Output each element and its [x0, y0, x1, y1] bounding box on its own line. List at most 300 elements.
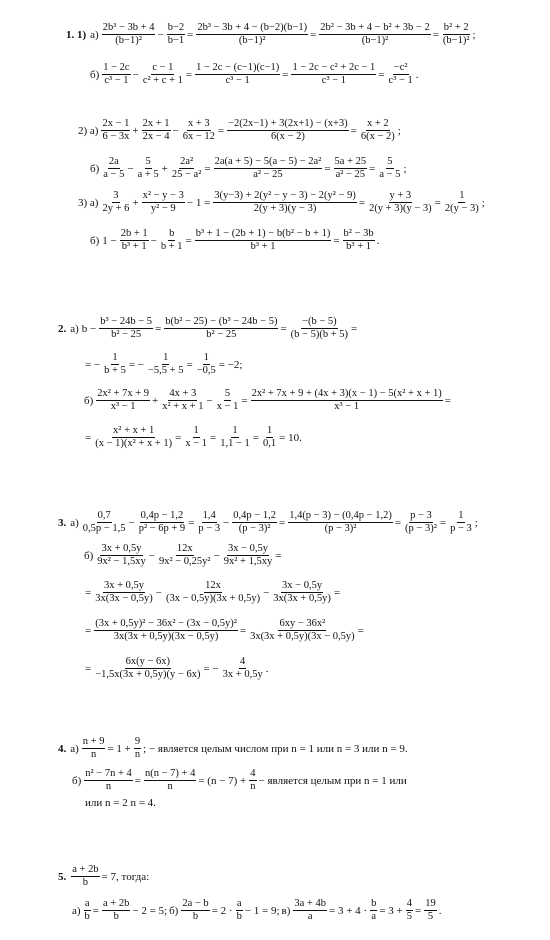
denominator: a² − 25	[335, 169, 366, 180]
fraction	[101, 190, 130, 215]
numerator: 1	[203, 352, 209, 363]
numerator: 0,4p − 1,2	[140, 510, 184, 521]
numerator: 12x	[205, 580, 221, 591]
fraction	[262, 425, 277, 450]
operator: =	[358, 196, 366, 209]
operator: =	[85, 586, 92, 599]
numerator: 1	[266, 425, 273, 436]
fraction	[102, 898, 130, 923]
numerator: n(n − 7) + 4	[144, 768, 196, 779]
numerator: (3x + 0,5y)² − 36x² − (3x − 0,5y)²	[95, 618, 237, 629]
operator: =	[188, 516, 195, 529]
denominator: b	[192, 911, 199, 922]
fraction	[406, 898, 413, 923]
operator: =	[434, 196, 441, 209]
operator: =	[357, 624, 364, 637]
fraction	[134, 736, 141, 761]
denominator: 2y + 6	[102, 203, 130, 214]
denominator: p² − 6p + 9	[138, 523, 186, 534]
numerator: 4	[240, 656, 246, 667]
math-line	[90, 62, 421, 87]
denominator: (3x − 0,5y)(3x + 0,5y)	[165, 593, 261, 604]
fraction	[424, 898, 437, 923]
denominator: c³ − 1	[388, 75, 413, 86]
fraction	[370, 898, 377, 923]
operator: =	[185, 68, 193, 81]
fraction	[164, 316, 278, 341]
operator: .	[376, 234, 380, 247]
numerator: 1	[112, 352, 118, 363]
problem-number: 2.	[58, 322, 67, 335]
denominator: c³ − 1	[321, 75, 347, 86]
operator: −	[127, 162, 134, 175]
denominator: n	[167, 781, 173, 792]
fraction	[94, 618, 238, 643]
fraction	[142, 190, 185, 215]
fraction	[249, 768, 256, 793]
numerator: b² + 2	[443, 22, 469, 33]
numerator: 2b² − 3b + 4 − b² + 3b − 2	[320, 22, 430, 33]
numerator: 0,7	[97, 510, 111, 521]
fraction	[102, 22, 156, 47]
denominator: 2(y + 3)(y − 3)	[369, 203, 432, 214]
numerator: b(b² − 25) − (b³ − 24b − 5)	[165, 316, 278, 327]
fraction	[442, 22, 471, 47]
operator: =	[369, 162, 376, 175]
denominator: 0,5p − 1,5	[82, 523, 126, 534]
numerator: −(b − 5)	[302, 316, 337, 327]
denominator: (b−1)²	[442, 35, 470, 46]
operator: =	[210, 431, 217, 444]
numerator: 2b + 1	[120, 228, 148, 239]
operator: =	[252, 431, 259, 444]
denominator: a + 5	[137, 169, 159, 180]
fraction	[147, 352, 184, 377]
sub-label: б)	[90, 162, 100, 175]
math-line	[84, 618, 366, 643]
fraction	[160, 228, 184, 253]
numerator: 1,4	[202, 510, 216, 521]
denominator: a − 5	[103, 169, 125, 180]
fraction	[291, 62, 376, 87]
denominator: a	[371, 911, 377, 922]
fraction	[181, 898, 209, 923]
denominator: c³ − 1	[104, 75, 129, 86]
operator: −	[213, 549, 220, 562]
denominator: −0,5	[196, 365, 216, 376]
math-line	[58, 864, 151, 889]
sub-label: а)	[70, 516, 79, 529]
operator: =	[282, 68, 289, 81]
denominator: 6(x − 2)	[360, 131, 395, 142]
fraction	[96, 388, 150, 413]
denominator: 9x² + 1,5xy	[223, 556, 273, 567]
fraction	[249, 618, 356, 643]
fraction	[196, 22, 308, 47]
fraction	[378, 156, 401, 181]
sub-label: 3) а)	[78, 196, 99, 209]
fraction	[343, 228, 375, 253]
fraction	[99, 316, 153, 341]
operator: ;	[403, 162, 407, 175]
numerator: n + 9	[82, 736, 105, 747]
math-line	[66, 22, 478, 47]
numerator: 6x(y − 6x)	[125, 656, 171, 667]
sub-label: б)	[72, 774, 82, 787]
operator: =	[186, 358, 193, 371]
fraction	[319, 22, 430, 47]
operator: =	[275, 549, 282, 562]
denominator: (b−1)²	[115, 35, 142, 46]
denominator: 6 − 3x	[102, 131, 130, 142]
numerator: 5	[145, 156, 151, 167]
denominator: b + 1	[160, 241, 183, 252]
numerator: 9	[134, 736, 141, 747]
denominator: b	[84, 911, 90, 922]
math-line	[58, 316, 359, 341]
numerator: 4	[250, 768, 256, 779]
fraction	[101, 118, 130, 143]
sub-label: 2) а)	[78, 124, 99, 137]
denominator: 2x − 4	[142, 131, 170, 142]
fraction	[96, 543, 146, 568]
text-fragment: или n = 2 n = 4.	[85, 797, 156, 809]
denominator: −1,5x(3x + 0,5y)(y − 6x)	[95, 669, 201, 680]
problem-number: 3.	[58, 516, 67, 529]
operator: =	[350, 124, 357, 137]
math-line	[90, 156, 409, 181]
denominator: b³ + 1	[121, 241, 147, 252]
numerator: 3	[113, 190, 119, 201]
numerator: a	[236, 898, 242, 909]
numerator: a	[84, 898, 90, 909]
numerator: 1	[193, 425, 199, 436]
numerator: 1 − 2c − (c−1)(c−1)	[196, 62, 280, 73]
operator: =	[85, 431, 92, 444]
operator: −	[132, 68, 139, 81]
denominator: p − 3	[450, 523, 472, 534]
denominator: a	[307, 911, 313, 922]
fraction	[290, 316, 349, 341]
operator: −	[172, 124, 179, 137]
problem-number: 1. 1)	[66, 28, 87, 41]
fraction	[94, 580, 154, 605]
fraction	[142, 118, 171, 143]
operator: =	[310, 28, 317, 41]
denominator: (p − 3)²	[324, 523, 357, 534]
operator: −	[263, 586, 270, 599]
fraction	[138, 510, 187, 535]
numerator: 3(y−3) + 2(y² − y − 3) − 2(y² − 9)	[214, 190, 356, 201]
numerator: b³ + 1 − (2b + 1) − b(b² − b + 1)	[195, 228, 331, 239]
denominator: 5	[406, 911, 412, 922]
fraction	[142, 62, 184, 87]
fraction	[232, 510, 277, 535]
numerator: 3x − 0,5y	[227, 543, 268, 554]
numerator: −c²	[393, 62, 408, 73]
sub-label: б)	[84, 394, 94, 407]
numerator: b	[169, 228, 175, 239]
numerator: 6xy − 36x²	[279, 618, 326, 629]
denominator: p − 3	[198, 523, 221, 534]
fraction	[103, 352, 127, 377]
operator: −	[206, 394, 213, 407]
math-line	[84, 352, 244, 377]
fraction	[94, 656, 201, 681]
fraction	[360, 118, 396, 143]
operator: −	[128, 516, 135, 529]
operator: 1 −	[102, 234, 117, 247]
fraction	[214, 156, 323, 181]
fraction	[195, 228, 332, 253]
operator: −	[223, 516, 230, 529]
denominator: 9x² − 0,25y²	[158, 556, 211, 567]
denominator: b	[236, 911, 242, 922]
denominator: b + 5	[104, 365, 126, 376]
math-line	[58, 510, 480, 535]
problem-number: 5.	[58, 870, 67, 883]
fraction	[288, 510, 393, 535]
numerator: 5	[224, 388, 231, 399]
denominator: n	[250, 781, 256, 792]
fraction	[84, 768, 133, 793]
numerator: 2x² + 7x + 9	[97, 388, 150, 399]
fraction	[102, 156, 125, 181]
fraction	[368, 190, 433, 215]
fraction	[165, 580, 261, 605]
numerator: 2b³ − 3b + 4 − (b−2)(b−1)	[197, 22, 308, 33]
numerator: 2a − b	[182, 898, 209, 909]
operator: − 2 = 5;	[132, 904, 168, 917]
numerator: c − 1	[152, 62, 174, 73]
denominator: a − 5	[379, 169, 401, 180]
sub-label: б)	[84, 549, 94, 562]
fraction	[272, 580, 332, 605]
operator: =	[333, 234, 340, 247]
denominator: b−1	[167, 35, 185, 46]
numerator: 1	[163, 352, 169, 363]
operator: =	[280, 322, 287, 335]
operator: = (n − 7) +	[198, 774, 247, 787]
fraction	[82, 510, 127, 535]
text-fragment: ; − является целым числом при n = 1 или n = 3 или n = 9.	[143, 742, 408, 755]
denominator: (b−1)²	[238, 35, 266, 46]
operator: =	[204, 162, 211, 175]
operator: =	[217, 124, 225, 137]
math-line	[90, 228, 381, 253]
fraction	[293, 898, 327, 923]
fraction	[84, 898, 91, 923]
math-line	[84, 388, 453, 413]
numerator: −2(2x−1) + 3(2x+1) − (x+3)	[228, 118, 348, 129]
denominator: (b−1)²	[361, 35, 389, 46]
denominator: x³ − 1	[334, 401, 360, 412]
operator: =	[155, 322, 162, 335]
operator: = −2;	[218, 358, 243, 371]
sub-label: в)	[281, 904, 291, 917]
numerator: 2x − 1	[102, 118, 130, 129]
operator: =	[85, 662, 92, 675]
operator: =	[444, 394, 451, 407]
operator: − 1 =	[186, 196, 211, 209]
denominator: n	[134, 749, 141, 760]
numerator: x² + x + 1	[113, 425, 155, 436]
denominator: (x − 1)(x² + x + 1)	[95, 438, 173, 449]
fraction	[137, 156, 160, 181]
operator: +	[132, 124, 139, 137]
denominator: b² − 25	[111, 329, 142, 340]
fraction	[334, 156, 368, 181]
operator: = −	[203, 662, 219, 675]
denominator: 6x − 12	[182, 131, 215, 142]
operator: +	[152, 394, 159, 407]
math-line	[78, 190, 487, 215]
math-line	[72, 768, 409, 793]
numerator: 1	[459, 190, 465, 201]
numerator: a + 2b	[72, 864, 99, 875]
denominator: y² − 9	[150, 203, 176, 214]
sub-label: б)	[90, 234, 100, 247]
operator: .	[415, 68, 419, 81]
denominator: (p − 3)²	[405, 523, 437, 534]
operator: = −	[128, 358, 145, 371]
operator: ;	[472, 28, 476, 41]
sub-label: а)	[90, 28, 99, 41]
operator: =	[324, 162, 331, 175]
denominator: 3x(3x + 0,5y)(3x − 0,5y)	[113, 631, 219, 642]
denominator: b	[82, 877, 89, 888]
fraction	[227, 118, 349, 143]
numerator: b−2	[167, 22, 185, 33]
numerator: y + 3	[389, 190, 412, 201]
sub-label: а)	[70, 322, 79, 335]
numerator: 19	[425, 898, 436, 909]
math-line	[78, 118, 403, 143]
operator: = 3 +	[379, 904, 403, 917]
denominator: (p − 3)²	[238, 523, 271, 534]
fraction	[82, 736, 106, 761]
sub-label: а)	[70, 742, 79, 755]
fraction	[196, 352, 217, 377]
denominator: n	[91, 749, 97, 760]
operator: b −	[81, 322, 97, 335]
fraction	[236, 898, 243, 923]
fraction	[161, 388, 204, 413]
numerator: a + 2b	[103, 898, 130, 909]
fraction	[184, 425, 208, 450]
denominator: c³ − 1	[225, 75, 250, 86]
denominator: 2(y − 3)	[444, 203, 479, 214]
math-line	[84, 425, 304, 450]
denominator: 0,1	[263, 438, 277, 449]
operator: =	[278, 516, 286, 529]
operator: .	[265, 662, 269, 675]
denominator: 9x² − 1,5xy	[97, 556, 146, 567]
operator: =	[175, 431, 182, 444]
denominator: n	[105, 781, 112, 792]
operator: =	[394, 516, 402, 529]
operator: +	[161, 162, 168, 175]
operator: =	[134, 774, 141, 787]
numerator: 4x + 3	[169, 388, 197, 399]
operator: =	[351, 322, 358, 335]
operator: − 1 = 9;	[244, 904, 280, 917]
numerator: 12x	[176, 543, 193, 554]
fraction	[167, 22, 185, 47]
denominator: a² − 25	[253, 169, 283, 180]
fraction	[120, 228, 149, 253]
denominator: (b − 5)(b + 5)	[290, 329, 349, 340]
math-line	[84, 543, 283, 568]
operator: = 10.	[279, 431, 302, 444]
problem-number: 4.	[58, 742, 67, 755]
numerator: 3x − 0,5y	[282, 580, 323, 591]
numerator: x + 2	[367, 118, 389, 129]
fraction	[219, 425, 251, 450]
fraction	[444, 190, 480, 215]
numerator: b	[371, 898, 377, 909]
numerator: 5	[387, 156, 393, 167]
denominator: 1,1 − 1	[220, 438, 250, 449]
numerator: 3x + 0,5y	[101, 543, 142, 554]
denominator: b	[113, 911, 119, 922]
denominator: 5	[427, 911, 434, 922]
math-line	[58, 736, 410, 761]
operator: = 2 ·	[211, 904, 233, 917]
numerator: 4	[406, 898, 412, 909]
operator: =	[333, 586, 341, 599]
numerator: b² − 3b	[343, 228, 374, 239]
operator: =	[432, 28, 439, 41]
operator: =	[241, 394, 248, 407]
fraction	[251, 388, 443, 413]
denominator: 25 − a²	[171, 169, 202, 180]
numerator: 1 − 2c − c² + 2c − 1	[292, 62, 376, 73]
numerator: 2x² + 7x + 9 + (4x + 3)(x − 1) − 5(x² + x + 1)	[251, 388, 442, 399]
numerator: p − 3	[410, 510, 432, 521]
numerator: 0,4p − 1,2	[233, 510, 276, 521]
math-line	[72, 898, 443, 923]
numerator: 5a + 25	[334, 156, 367, 167]
numerator: x² − y − 3	[142, 190, 184, 201]
text-fragment: − является целым при n = 1 или	[258, 774, 407, 787]
fraction	[223, 543, 273, 568]
fraction	[171, 156, 202, 181]
operator: ;	[481, 196, 485, 209]
fraction	[213, 190, 357, 215]
fraction	[197, 510, 221, 535]
operator: =	[378, 68, 385, 81]
denominator: x² + x + 1	[162, 401, 204, 412]
numerator: 1	[458, 510, 464, 521]
fraction	[216, 388, 240, 413]
operator: −	[148, 549, 155, 562]
numerator: x + 3	[188, 118, 210, 129]
fraction	[71, 864, 99, 889]
operator: =	[239, 624, 247, 637]
operator: =	[187, 28, 194, 41]
sub-label: б)	[169, 904, 179, 917]
fraction	[404, 510, 438, 535]
fraction	[102, 62, 130, 87]
numerator: 3a + 4b	[294, 898, 326, 909]
denominator: c² + c + 1	[142, 75, 183, 86]
operator: = −	[85, 358, 101, 371]
denominator: 3x(3x + 0,5y)(3x − 0,5y)	[250, 631, 355, 642]
fraction	[144, 768, 196, 793]
denominator: x − 1	[185, 438, 208, 449]
numerator: 2a²	[180, 156, 194, 167]
